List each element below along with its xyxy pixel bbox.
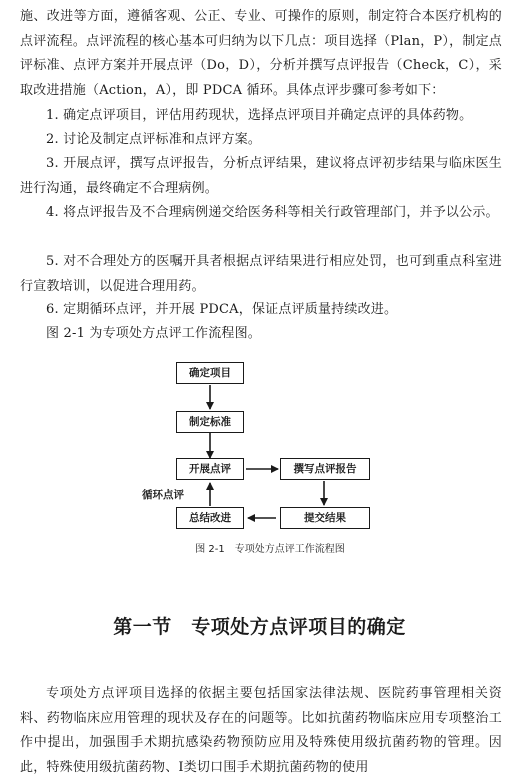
step-2: 2. 讨论及制定点评标准和点评方案。: [46, 132, 262, 147]
loop-label: 循环点评: [142, 489, 184, 501]
node-standard: 制定标准: [176, 411, 244, 433]
step-5: 5. 对不合理处方的医嘱开具者根据点评结果进行相应处罚，也可到重点科室进行宣教培训，以促进合理用药。: [20, 254, 502, 294]
node-summary: 总结改进: [176, 507, 244, 529]
node-conduct: 开展点评: [176, 458, 244, 480]
step-4: 4. 将点评报告及不合理病例递交给医务科等相关行政管理部门，并予以公示。: [46, 205, 499, 220]
node-determine: 确定项目: [176, 362, 244, 384]
step-1: 1. 确定点评项目，评估用药现状，选择点评项目并确定点评的具体药物。: [46, 108, 473, 123]
step-3: 3. 开展点评，撰写点评报告，分析点评结果，建议将点评初步结果与临床医生进行沟通，最终确定不合理病例。: [20, 156, 502, 196]
section-heading: 第一节 专项处方点评项目的确定: [113, 616, 406, 638]
figure-reference: 图 2-1 为专项处方点评工作流程图。: [46, 326, 261, 341]
node-report: 撰写点评报告: [280, 458, 370, 480]
workflow-flowchart: [142, 352, 390, 542]
section-body: 专项处方点评项目选择的依据主要包括国家法律法规、医院药事管理相关资料、药物临床应用管理的现状及存在的问题等。比如抗菌药物临床应用专项整治工作中提出，加强围手术期抗感染药物预防应用及特殊使用级抗菌药物的管理。因此，特殊使用级抗菌药物、Ⅰ类切口围手术期抗菌药物的使用: [20, 686, 502, 775]
intro-paragraph: 施、改进等方面，遵循客观、公正、专业、可操作的原则，制定符合本医疗机构的点评流程。点评流程的核心基本可归纳为以下几点：项目选择（Plan，P），制定点评标准、点评方案并开展点评（Do，D），分析并撰写点评报告（Check，C），采取改进措施（Action，A），即 PDCA 循环。具体点评步骤可参考如下：: [20, 9, 502, 98]
figure-caption: 图 2-1 专项处方点评工作流程图: [195, 544, 345, 555]
node-submit: 提交结果: [280, 507, 370, 529]
step-6: 6. 定期循环点评，并开展 PDCA，保证点评质量持续改进。: [46, 302, 398, 317]
